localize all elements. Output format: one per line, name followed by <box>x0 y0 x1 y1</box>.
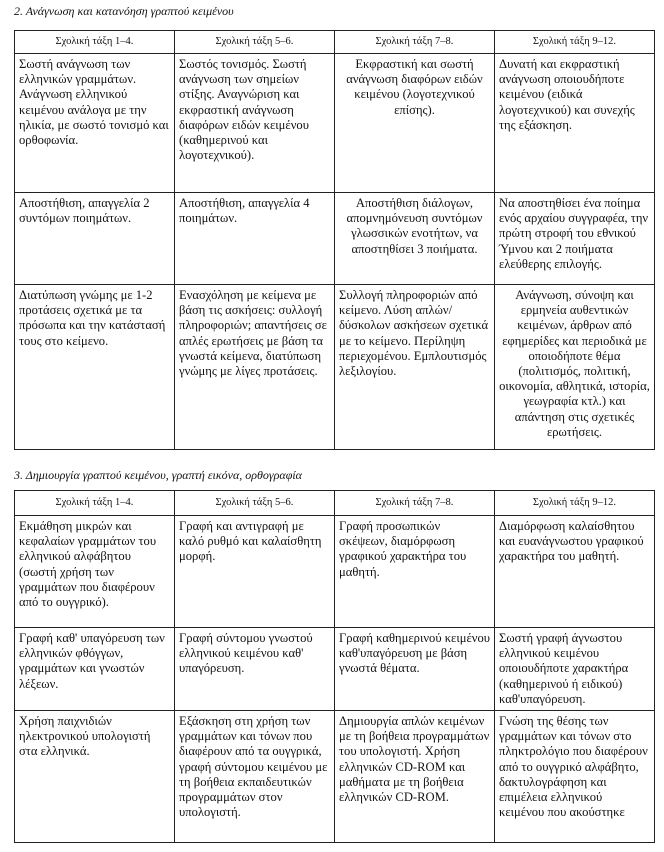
column-header: Σχολική τάξη 9–12. <box>495 491 655 516</box>
table-cell: Διατύπωση γνώμης με 1-2 προτάσεις σχετικά με τα πρόσωπα και την κατάστασή τους στο κείμενο. <box>15 285 175 450</box>
table-row <box>15 54 655 193</box>
table-cell: Γραφή προσωπικών σκέψεων, διαμόρφωση γραφικού χαρακτήρα του μαθητή. <box>335 516 495 628</box>
section-2-title: 2. Ανάγνωση και κατανόηση γραπτού κειμένου <box>14 4 234 18</box>
table-cell: Διαμόρφωση καλαίσθητου και ευανάγνωστου γραφικού χαρακτήρα του μαθητή. <box>495 516 655 628</box>
table-cell: Γνώση της θέσης των γραμμάτων και τόνων στο πληκτρολόγιο που διαφέρουν από το ουγγρικό αλφάβητο, δακτυλογράφηση και επιμέλεια ελληνικού κειμένου που ακούστηκε <box>495 711 655 843</box>
table-row <box>15 711 655 843</box>
table-row <box>15 516 655 628</box>
table-cell: Εκφραστική και σωστή ανάγνωση διαφόρων ειδών κειμένου (λογοτεχνικού επίσης). <box>335 54 495 193</box>
table-cell: Γραφή καθ' υπαγόρευση των ελληνικών φθόγγων, γραμμάτων και γνωστών λέξεων. <box>15 628 175 711</box>
table-cell: Δημιουργία απλών κειμένων με τη βοήθεια προγραμμάτων του υπολογιστή. Χρήση ελληνικών CD-ROM και μαθήματα με τη βοήθεια ελληνικών CD-ROM. <box>335 711 495 843</box>
table-cell: Γραφή σύντομου γνωστού ελληνικού κειμένου καθ' υπαγόρευση. <box>175 628 335 711</box>
table-cell: Χρήση παιχνιδιών ηλεκτρονικού υπολογιστή στα ελληνικά. <box>15 711 175 843</box>
table-cell: Σωστή γραφή άγνωστου ελληνικού κειμένου οποιουδήποτε χαρακτήρα (καθημερινού ή ειδικού) καθ'υπαγόρευση. <box>495 628 655 711</box>
table-cell: Ανάγνωση, σύνοψη και ερμηνεία αυθεντικών κειμένων, άρθρων από εφημερίδες και περιοδικά με οποιοδήποτε θέμα (πολιτισμός, πολιτική, οικονομία, αθλητικά, ιστορία, γεωγραφία κτλ.) και απάντηση στις σχετικές ερωτήσεις. <box>495 285 655 450</box>
table-cell: Να αποστηθίσει ένα ποίημα ενός αρχαίου συγγραφέα, την πρώτη στροφή του εθνικού Ύμνου και 2 ποιήματα ελεύθερης επιλογής. <box>495 193 655 285</box>
table-cell: Ενασχόληση με κείμενα με βάση τις ασκήσεις: συλλογή πληροφοριών; απαντήσεις σε απλές ερωτήσεις με βάση τα γνωστά κείμενα, διατύπωση γνώμης με λίγες προτάσεις. <box>175 285 335 450</box>
table-cell: Εξάσκηση στη χρήση των γραμμάτων και τόνων που διαφέρουν από τα ουγγρικά, γραφή σύντομου κειμένου με τη βοήθεια εκπαιδευτικών προγραμμάτων στον υπολογιστή. <box>175 711 335 843</box>
table-header-row <box>15 31 655 54</box>
column-header: Σχολική τάξη 1–4. <box>15 491 175 516</box>
table-row <box>15 628 655 711</box>
writing-table <box>14 490 655 843</box>
table-cell: Συλλογή πληροφοριών από κείμενο. Λύση απλών/δύσκολων ασκήσεων σχετικά με το κείμενο. Περίληψη περιεχομένου. Εμπλουτισμός λεξιλογίου. <box>335 285 495 450</box>
table-cell: Γραφή και αντιγραφή με καλό ρυθμό και καλαίσθητη μορφή. <box>175 516 335 628</box>
table-cell: Δυνατή και εκφραστική ανάγνωση οποιουδήποτε κειμένου (ειδικά λογοτεχνικού) και συνεχής της εξάσκηση. <box>495 54 655 193</box>
table-cell: Εκμάθηση μικρών και κεφαλαίων γραμμάτων του ελληνικού αλφάβητου (σωστή χρήση των γραμμάτων που διαφέρουν από το ουγγρικό). <box>15 516 175 628</box>
column-header: Σχολική τάξη 1–4. <box>15 31 175 54</box>
table-cell: Σωστή ανάγνωση των ελληνικών γραμμάτων. Ανάγνωση ελληνικού κειμένου ανάλογα με την ηλικία, με σωστό τονισμό και ορθοφωνία. <box>15 54 175 193</box>
table-cell: Αποστήθιση, απαγγελία 4 ποιημάτων. <box>175 193 335 285</box>
table-header-row <box>15 491 655 516</box>
column-header: Σχολική τάξη 9–12. <box>495 31 655 54</box>
section-3-title: 3. Δημιουργία γραπτού κειμένου, γραπτή εικόνα, ορθογραφία <box>14 468 302 482</box>
reading-comprehension-table <box>14 30 655 450</box>
column-header: Σχολική τάξη 5–6. <box>175 31 335 54</box>
table-cell: Αποστήθιση, απαγγελία 2 συντόμων ποιημάτων. <box>15 193 175 285</box>
table-cell: Γραφή καθημερινού κειμένου καθ'υπαγόρευση με βάση γνωστά θέματα. <box>335 628 495 711</box>
table-row <box>15 285 655 450</box>
table-cell: Σωστός τονισμός. Σωστή ανάγνωση των σημείων στίξης. Αναγνώριση και εκφραστική ανάγνωση διαφόρων ειδών κειμένου (καθημερινού και λογοτεχνικού). <box>175 54 335 193</box>
column-header: Σχολική τάξη 5–6. <box>175 491 335 516</box>
column-header: Σχολική τάξη 7–8. <box>335 491 495 516</box>
table-row <box>15 193 655 285</box>
column-header: Σχολική τάξη 7–8. <box>335 31 495 54</box>
table-cell: Αποστήθιση διάλογων, απομνημόνευση συντόμων γλωσσικών ενοτήτων, να αποστηθίσει 3 ποιήματα. <box>335 193 495 285</box>
